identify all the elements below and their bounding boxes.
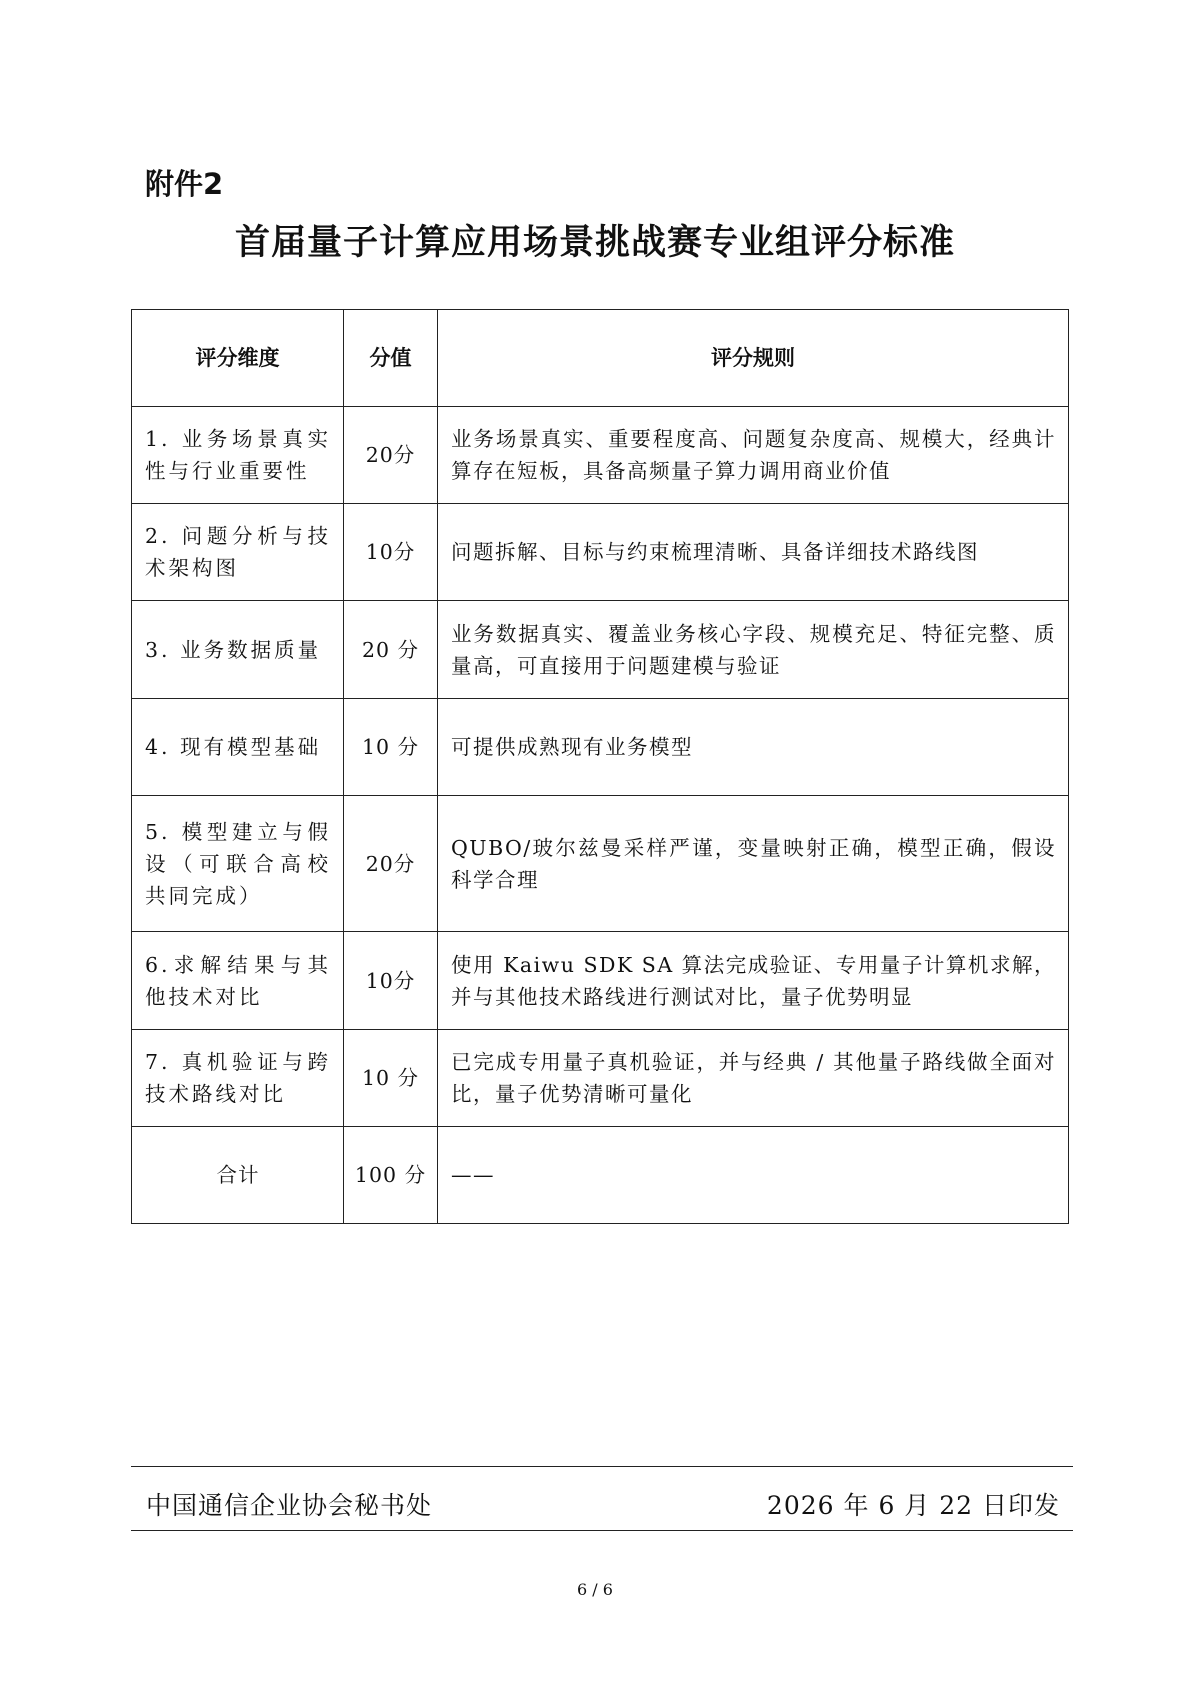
score-cell: 10 分: [344, 699, 438, 796]
score-cell: 20分: [344, 796, 438, 932]
total-label-cell: 合计: [132, 1127, 344, 1224]
table-row: [132, 601, 1069, 699]
score-cell: 20分: [344, 407, 438, 504]
table-row: [132, 407, 1069, 504]
scoring-table: [131, 309, 1069, 1224]
rule-cell: 问题拆解、目标与约束梳理清晰、具备详细技术路线图: [438, 504, 1069, 601]
table-total-row: [132, 1127, 1069, 1224]
table-row: [132, 504, 1069, 601]
header-dimension: 评分维度: [132, 310, 344, 407]
dimension-cell: 7. 真机验证与跨技术路线对比: [132, 1030, 344, 1127]
rule-cell: 业务场景真实、重要程度高、问题复杂度高、规模大，经典计算存在短板，具备高频量子算力调用商业价值: [438, 407, 1069, 504]
score-cell: 10分: [344, 932, 438, 1030]
table-row: [132, 1030, 1069, 1127]
dimension-cell: 4. 现有模型基础: [132, 699, 344, 796]
document-title: 首届量子计算应用场景挑战赛专业组评分标准: [234, 223, 955, 263]
rule-cell: 已完成专用量子真机验证，并与经典 / 其他量子路线做全面对比，量子优势清晰可量化: [438, 1030, 1069, 1127]
table-row: [132, 796, 1069, 932]
rule-cell: 使用 Kaiwu SDK SA 算法完成验证、专用量子计算机求解，并与其他技术路线进行测试对比，量子优势明显: [438, 932, 1069, 1030]
table-row: [132, 699, 1069, 796]
header-rule: 评分规则: [438, 310, 1069, 407]
rule-cell: 可提供成熟现有业务模型: [438, 699, 1069, 796]
issue-date: 2026 年 6 月 22 日印发: [766, 1491, 1060, 1520]
score-cell: 20 分: [344, 601, 438, 699]
footer-bottom-divider: [131, 1530, 1073, 1531]
dimension-cell: 3. 业务数据质量: [132, 601, 344, 699]
footer-top-divider: [131, 1466, 1073, 1467]
page-number: 6 / 6: [577, 1580, 613, 1599]
table-row: [132, 932, 1069, 1030]
dimension-cell: 2. 问题分析与技术架构图: [132, 504, 344, 601]
total-rule-cell: ——: [438, 1127, 1069, 1224]
total-score-cell: 100 分: [344, 1127, 438, 1224]
score-cell: 10分: [344, 504, 438, 601]
table-header-row: [132, 310, 1069, 407]
rule-cell: QUBO/玻尔兹曼采样严谨，变量映射正确，模型正确，假设科学合理: [438, 796, 1069, 932]
dimension-cell: 1. 业务场景真实性与行业重要性: [132, 407, 344, 504]
score-cell: 10 分: [344, 1030, 438, 1127]
dimension-cell: 6.求解结果与其他技术对比: [132, 932, 344, 1030]
dimension-cell: 5. 模型建立与假设（可联合高校共同完成）: [132, 796, 344, 932]
rule-cell: 业务数据真实、覆盖业务核心字段、规模充足、特征完整、质量高，可直接用于问题建模与验证: [438, 601, 1069, 699]
attachment-label: 附件2: [145, 167, 224, 201]
header-score: 分值: [344, 310, 438, 407]
issuer-name: 中国通信企业协会秘书处: [146, 1491, 433, 1520]
